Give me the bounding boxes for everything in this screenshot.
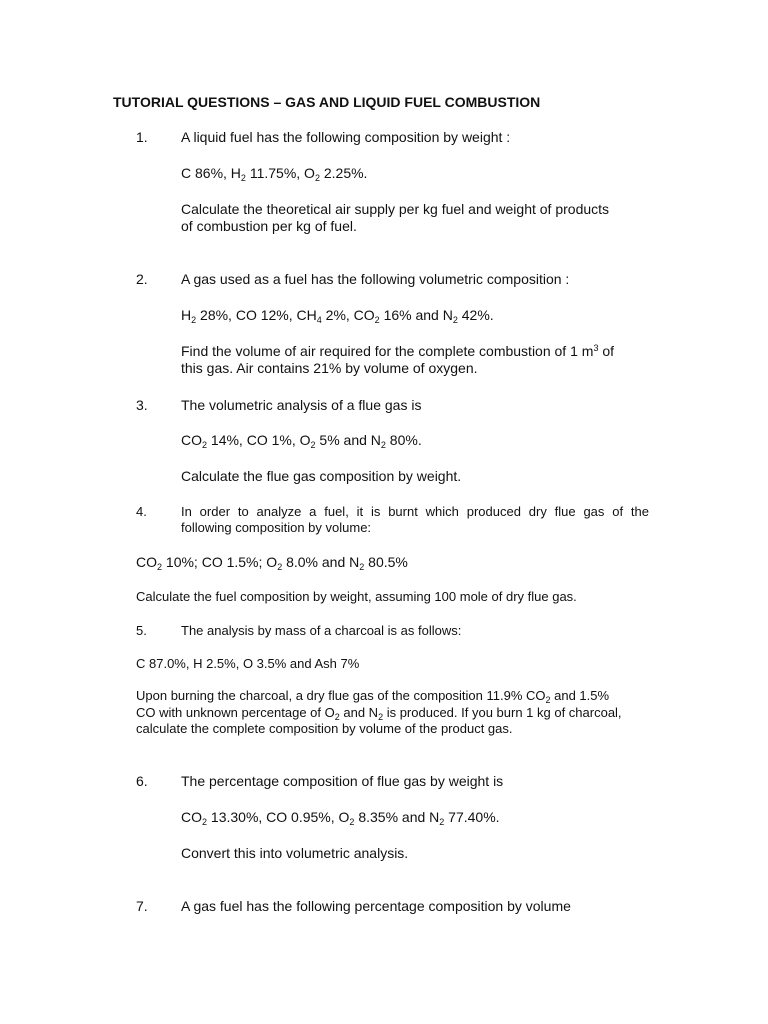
q4-line2: following composition by volume: (181, 520, 372, 535)
document-title: TUTORIAL QUESTIONS – GAS AND LIQUID FUEL COMBUSTION (113, 94, 541, 110)
q5-para-line1: Upon burning the charcoal, a dry flue gas of the composition 11.9% $CO_2$ and 1.5% (136, 688, 610, 705)
q2-text: A gas used as a fuel has the following volumetric composition : (181, 271, 570, 287)
q2-number: 2. (136, 271, 148, 287)
q6-convert: Convert this into volumetric analysis. (181, 845, 409, 861)
q6-text: The percentage composition of flue gas by weight is (181, 773, 504, 789)
q4-calc: Calculate the fuel composition by weight, assuming 100 mole of dry flue gas. (136, 589, 577, 604)
q2-find-line2: this gas. Air contains 21% by volume of oxygen. (181, 360, 478, 376)
q1-text: A liquid fuel has the following composition by weight : (181, 129, 511, 145)
q3-calc: Calculate the flue gas composition by weight. (181, 468, 462, 484)
q4-number: 4. (136, 504, 147, 519)
q6-composition: $CO_2$ 13.30%, CO 0.95%, $O_2$ 8.35% and $N_2$ 77.40%. (181, 809, 500, 827)
q3-composition: $CO_2$ 14%, CO 1%, $O_2$ 5% and $N_2$ 80%. (181, 432, 422, 450)
q2-find-line1: Find the volume of air required for the complete combustion of 1 $m^3$ of (181, 343, 615, 359)
q5-para-line2: CO with unknown percentage of $O_2$ and $N_2$ is produced. If you burn 1 kg of charcoal, (136, 705, 622, 722)
q7-number: 7. (136, 898, 148, 914)
q1-calc-line2: of combustion per kg of fuel. (181, 218, 357, 234)
q1-number: 1. (136, 129, 148, 145)
q1-calc-line1: Calculate the theoretical air supply per kg fuel and weight of products (181, 201, 610, 217)
q5-para-line3: calculate the complete composition by volume of the product gas. (136, 721, 513, 736)
q4-composition: $CO_2$ 10%; CO 1.5%; $O_2$ 8.0% and $N_2$ 80.5% (136, 554, 408, 572)
q2-composition: $H_2$ 28%, CO 12%, $CH_4$ 2%, $CO_2$ 16% and $N_2$ 42%. (181, 307, 494, 325)
q1-composition: C 86%, $H_2$ 11.75%, $O_2$ 2.25%. (181, 165, 368, 183)
q5-composition: C 87.0%, H 2.5%, O 3.5% and Ash 7% (136, 656, 360, 671)
q5-text: The analysis by mass of a charcoal is as follows: (181, 623, 462, 638)
q7-text: A gas fuel has the following percentage composition by volume (181, 898, 571, 914)
q4-line1: In order to analyze a fuel, it is burnt which produced dry flue gas of the (181, 504, 649, 519)
q6-number: 6. (136, 773, 148, 789)
q3-text: The volumetric analysis of a flue gas is (181, 397, 422, 413)
q5-number: 5. (136, 623, 147, 638)
q3-number: 3. (136, 397, 148, 413)
